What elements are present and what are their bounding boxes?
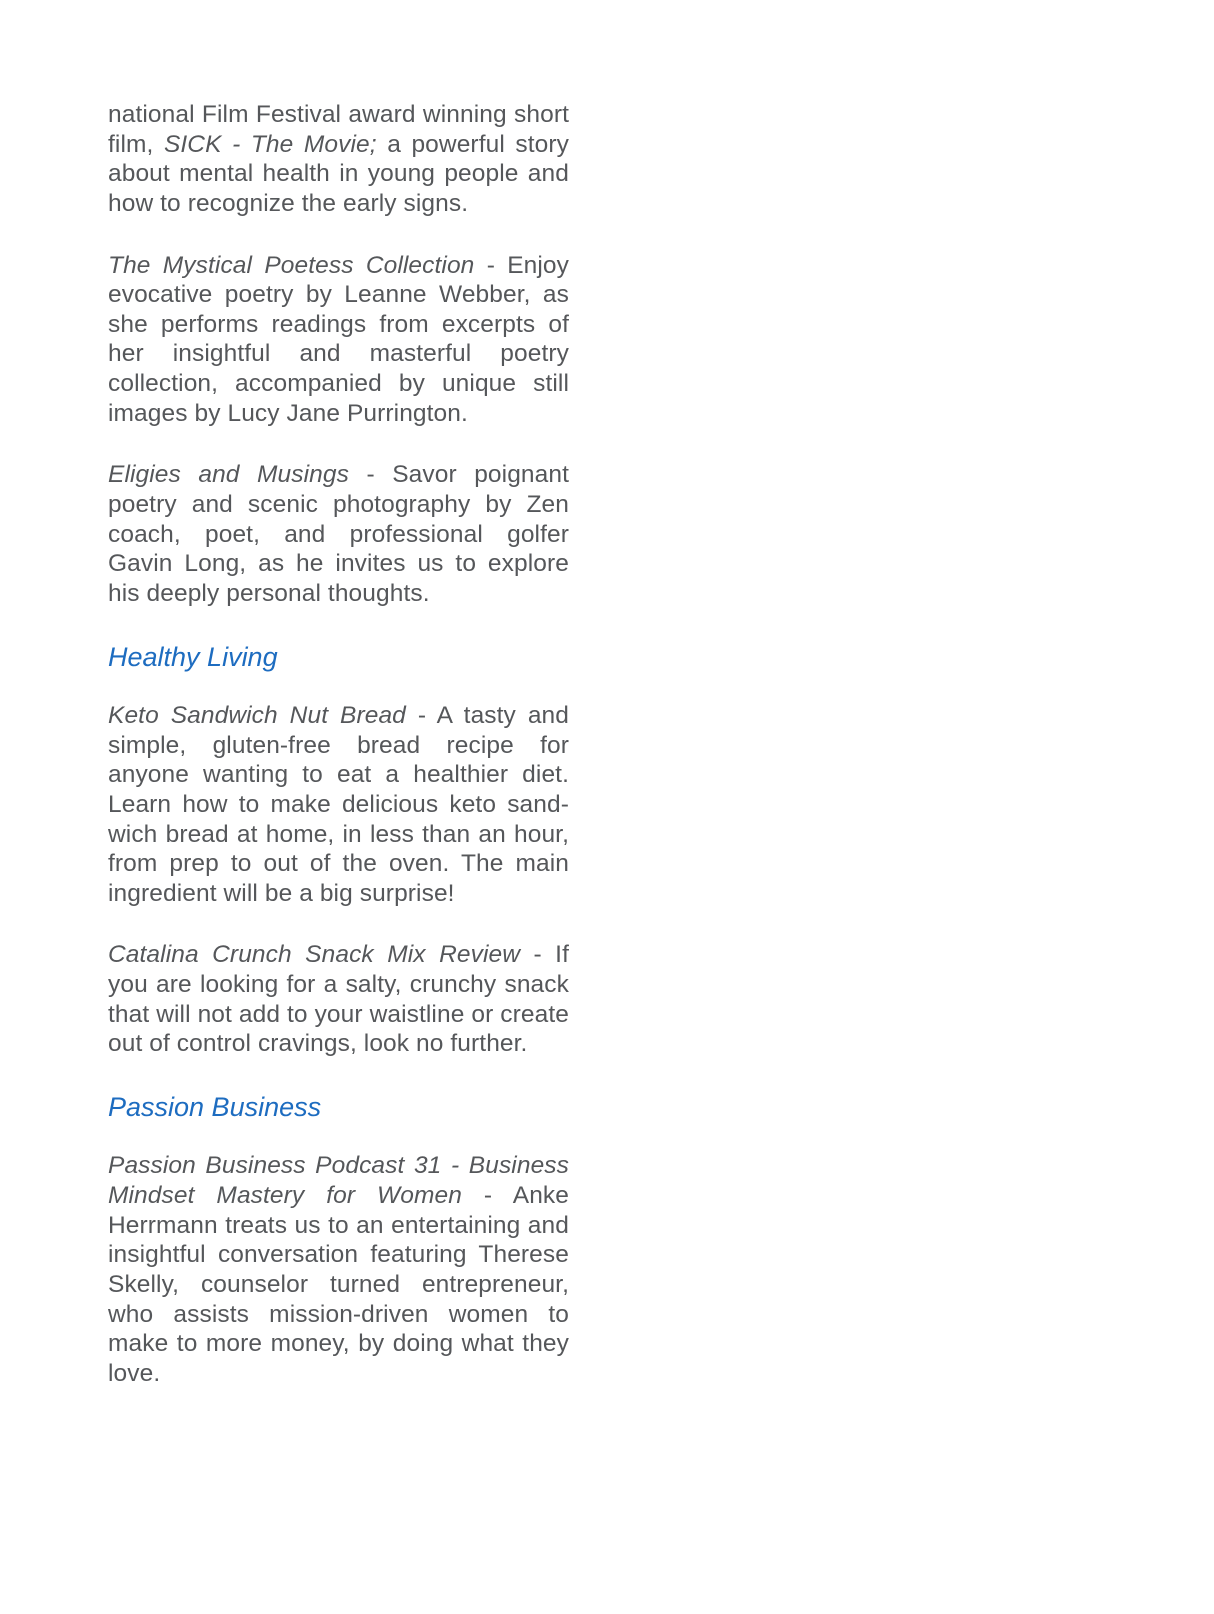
text-column xyxy=(108,100,569,1389)
text-run: - Anke Herrmann treats us to an entertaining and insightful conversation featuring Therese Skelly, counselor turned entrepreneur, who assists mission-driven women to make to more money, by doing what they love. xyxy=(108,1182,569,1387)
text-run: The Mystical Poetess Collection xyxy=(108,251,475,279)
paragraph-keto-sandwich-nut-bread xyxy=(108,701,569,908)
text-run: Eligies and Musings xyxy=(108,461,349,489)
text-run: - Savor poignant poetry and scenic photography by Zen coach, poet, and professional golfer Gavin Long, as he invites us to explore his deeply personal thoughts. xyxy=(108,461,569,607)
text-run: Passion Business Podcast 31 - Business Mindset Mastery for Women xyxy=(108,1152,569,1210)
text-run: - If you are looking for a salty, crunchy snack that will not add to your waistline or create out of control cravings, look no further. xyxy=(108,941,569,1058)
section-heading-healthy-living: Healthy Living xyxy=(108,641,278,672)
paragraph-catalina-crunch-snack-mix-review xyxy=(108,940,569,1059)
paragraph-passion-business-podcast-31 xyxy=(108,1151,569,1388)
text-run: - Enjoy evocative poetry by Leanne Webber, as she performs readings from excerpts of her insightful and masterful poetry collection, accompanied by unique still images by Lucy Jane Purrington. xyxy=(108,251,570,427)
section-heading-passion-business: Passion Business xyxy=(108,1092,322,1123)
text-run: Catalina Crunch Snack Mix Review xyxy=(108,941,521,969)
paragraph-mystical-poetess-collection xyxy=(108,251,569,429)
paragraph-sick-the-movie xyxy=(108,100,569,219)
text-run: a powerful story about mental health in young people and how to recognize the early signs. xyxy=(108,130,569,217)
text-run: - A tasty and simple, gluten-free bread recipe for anyone wanting to eat a healthier diet. Learn how to make delicious keto sand-wich bread at home, in less than an hour, from prep to out of the oven. The main ingredient will be a big surprise! xyxy=(108,702,570,907)
text-run: SICK - The Movie; xyxy=(163,130,377,158)
text-run: Keto Sandwich Nut Bread xyxy=(108,702,406,729)
paragraph-eligies-and-musings xyxy=(108,460,569,608)
text-run: national Film Festival award winning short film, xyxy=(108,101,569,158)
